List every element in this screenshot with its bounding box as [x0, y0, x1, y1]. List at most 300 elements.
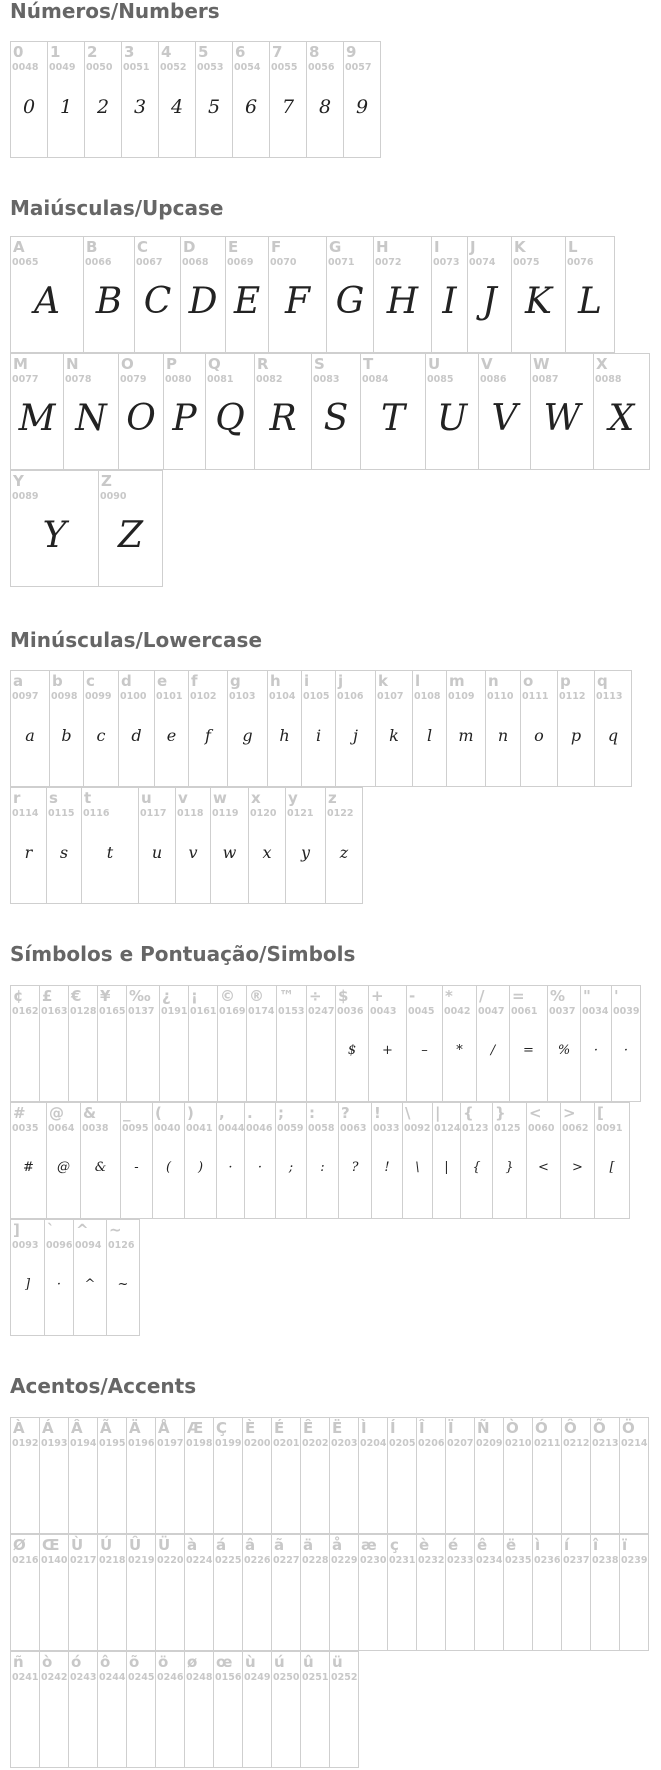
upcase-section — [10, 197, 650, 588]
glyph-sample: K — [525, 281, 552, 322]
character-label: ü — [332, 1653, 343, 1671]
character-label: Ñ — [477, 1419, 490, 1437]
character-label: Â — [71, 1419, 83, 1437]
character-code: 0244 — [99, 1672, 126, 1683]
glyph-cell — [561, 1534, 591, 1651]
glyph-cell — [10, 470, 99, 587]
glyph-cell — [269, 41, 307, 158]
character-label: Ï — [448, 1419, 454, 1437]
character-label: C — [137, 238, 149, 256]
glyph-cell — [561, 1417, 591, 1534]
character-label: ( — [155, 1104, 162, 1122]
glyph-sample: E — [233, 281, 261, 322]
character-label: A — [13, 238, 25, 256]
character-code: 0115 — [48, 808, 75, 819]
character-label: 3 — [124, 43, 135, 61]
glyph-sample: I — [442, 281, 457, 322]
character-label: E — [228, 238, 239, 256]
character-code: 0105 — [303, 691, 330, 702]
character-label: k — [378, 672, 388, 690]
character-label: - — [409, 987, 416, 1005]
glyph-sample: d — [131, 726, 142, 745]
character-code: 0137 — [128, 1006, 155, 1017]
character-code: 0066 — [85, 257, 112, 268]
glyph-cell — [375, 670, 413, 787]
character-code: 0235 — [505, 1555, 532, 1566]
glyph-cell — [425, 353, 479, 470]
character-label: U — [428, 355, 441, 373]
glyph-cell — [329, 1417, 359, 1534]
character-label: G — [329, 238, 342, 256]
glyph-cell — [152, 1102, 185, 1219]
glyph-cell — [225, 236, 269, 353]
glyph-sample: ) — [197, 1160, 204, 1175]
character-label: ó — [71, 1653, 82, 1671]
character-label: 9 — [346, 43, 357, 61]
character-label: h — [270, 672, 281, 690]
character-label: 2 — [87, 43, 98, 61]
glyph-sample: z — [339, 843, 349, 862]
character-label: Î — [419, 1419, 425, 1437]
glyph-cell — [611, 985, 641, 1102]
glyph-cell — [276, 985, 307, 1102]
character-label: | — [435, 1104, 441, 1122]
character-code: 0201 — [273, 1438, 300, 1449]
character-code: 0046 — [246, 1123, 273, 1134]
glyph-sample: Z — [117, 515, 143, 556]
character-code: 0045 — [408, 1006, 435, 1017]
character-label: p — [560, 672, 571, 690]
glyph-cell — [432, 1102, 461, 1219]
glyph-cell — [154, 670, 189, 787]
glyph-sample: } — [505, 1160, 514, 1175]
character-code: 0195 — [99, 1438, 126, 1449]
glyph-cell — [526, 1102, 561, 1219]
glyph-sample: · — [593, 1043, 599, 1058]
glyph-sample: ! — [384, 1160, 390, 1175]
character-code: 0095 — [122, 1123, 149, 1134]
character-label: ) — [187, 1104, 194, 1122]
character-code: 0229 — [331, 1555, 358, 1566]
character-code: 0081 — [207, 374, 234, 385]
glyph-cell — [106, 1219, 140, 1336]
glyph-cell — [155, 1417, 185, 1534]
character-label: ! — [374, 1104, 381, 1122]
character-code: 0120 — [250, 808, 277, 819]
character-label: © — [220, 987, 235, 1005]
character-label: ú — [274, 1653, 285, 1671]
character-code: 0212 — [563, 1438, 590, 1449]
character-code: 0039 — [613, 1006, 640, 1017]
glyph-cell — [619, 1417, 649, 1534]
character-label: @ — [49, 1104, 64, 1122]
character-code: 0241 — [12, 1672, 39, 1683]
character-code: 0061 — [511, 1006, 538, 1017]
character-label: œ — [216, 1653, 233, 1671]
glyph-sample: % — [557, 1043, 571, 1058]
glyph-sample: Q — [215, 398, 245, 439]
glyph-sample: l — [426, 726, 433, 745]
numbers-section — [10, 0, 381, 159]
character-code: 0196 — [128, 1438, 155, 1449]
glyph-sample: t — [106, 843, 114, 862]
character-code: 0069 — [227, 257, 254, 268]
character-code: 0203 — [331, 1438, 358, 1449]
glyph-cell — [509, 985, 548, 1102]
character-label: æ — [361, 1536, 377, 1554]
glyph-sample: Y — [42, 515, 67, 556]
character-code: 0211 — [534, 1438, 561, 1449]
glyph-cell — [311, 353, 361, 470]
character-code: 0231 — [389, 1555, 416, 1566]
character-label: q — [597, 672, 608, 690]
character-code: 0228 — [302, 1555, 329, 1566]
character-code: 0089 — [12, 491, 39, 502]
character-label: * — [445, 987, 453, 1005]
glyph-sample: > — [572, 1160, 583, 1175]
character-code: 0165 — [99, 1006, 126, 1017]
glyph-cell — [134, 236, 181, 353]
character-label: V — [481, 355, 493, 373]
character-label: ê — [477, 1536, 488, 1554]
glyph-cell — [159, 985, 189, 1102]
glyph-sample: R — [269, 398, 297, 439]
glyph-cell — [97, 1534, 127, 1651]
glyph-cell — [560, 1102, 595, 1219]
character-code: 0207 — [447, 1438, 474, 1449]
glyph-sample: 7 — [281, 96, 295, 118]
glyph-cell — [301, 670, 336, 787]
character-code: 0038 — [82, 1123, 109, 1134]
character-label: ; — [278, 1104, 284, 1122]
character-code: 0086 — [480, 374, 507, 385]
character-label: P — [166, 355, 177, 373]
character-code: 0052 — [160, 62, 187, 73]
character-code: 0124 — [434, 1123, 461, 1134]
character-code: 0198 — [186, 1438, 213, 1449]
glyph-cell — [565, 236, 615, 353]
glyph-cell — [118, 670, 155, 787]
glyph-sample: o — [534, 726, 544, 745]
glyph-sample: x — [262, 843, 272, 862]
glyph-sample: g — [242, 726, 253, 745]
character-code: 0073 — [433, 257, 460, 268]
glyph-sample: q — [607, 726, 619, 745]
character-label: Ú — [100, 1536, 113, 1554]
glyph-cell — [213, 1534, 243, 1651]
glyph-cell — [329, 1534, 359, 1651]
character-code: 0085 — [427, 374, 454, 385]
glyph-cell — [476, 985, 510, 1102]
glyph-sample: ~ — [117, 1277, 129, 1292]
glyph-sample: = — [523, 1043, 534, 1058]
glyph-sample: c — [96, 726, 106, 745]
character-code: 0084 — [362, 374, 389, 385]
character-label: ^ — [76, 1221, 89, 1239]
glyph-cell — [10, 236, 84, 353]
character-code: 0216 — [12, 1555, 39, 1566]
character-code: 0193 — [41, 1438, 68, 1449]
character-label: ] — [13, 1221, 20, 1239]
character-label: å — [332, 1536, 343, 1554]
character-code: 0194 — [70, 1438, 97, 1449]
glyph-sample: b — [61, 726, 72, 745]
character-label: B — [86, 238, 98, 256]
glyph-cell — [39, 1651, 69, 1768]
character-label: î — [593, 1536, 599, 1554]
character-code: 0071 — [328, 257, 355, 268]
glyph-cell — [326, 236, 374, 353]
character-code: 0250 — [273, 1672, 300, 1683]
character-label: Z — [101, 472, 112, 490]
character-label: N — [66, 355, 79, 373]
character-label: f — [191, 672, 198, 690]
glyph-cell — [188, 670, 228, 787]
glyph-sample: 5 — [207, 96, 221, 118]
glyph-cell — [81, 787, 139, 904]
lowercase-section — [10, 629, 632, 905]
character-label: û — [303, 1653, 314, 1671]
glyph-cell — [118, 353, 164, 470]
character-label: J — [470, 238, 476, 256]
glyph-cell — [285, 787, 326, 904]
character-code: 0243 — [70, 1672, 97, 1683]
glyph-cell — [485, 670, 521, 787]
character-code: 0162 — [12, 1006, 39, 1017]
character-code: 0058 — [308, 1123, 335, 1134]
character-label: < — [529, 1104, 542, 1122]
character-label: F — [271, 238, 282, 256]
character-code: 0117 — [140, 808, 167, 819]
glyph-cell — [184, 1417, 214, 1534]
character-code: 0238 — [592, 1555, 619, 1566]
character-code: 0191 — [161, 1006, 188, 1017]
character-label: O — [121, 355, 134, 373]
glyph-cell — [10, 41, 48, 158]
glyph-cell — [126, 1534, 156, 1651]
character-code: 0076 — [567, 257, 594, 268]
glyph-sample: & — [94, 1160, 107, 1175]
glyph-sample: s — [59, 843, 69, 862]
glyph-cell — [532, 1534, 562, 1651]
character-label: ô — [100, 1653, 111, 1671]
character-code: 0057 — [345, 62, 372, 73]
character-code: 0063 — [340, 1123, 367, 1134]
glyph-cell — [329, 1651, 359, 1768]
character-label: m — [449, 672, 465, 690]
character-code: 0247 — [308, 1006, 335, 1017]
glyph-cell — [530, 353, 594, 470]
glyph-cell — [242, 1417, 272, 1534]
character-label: ã — [274, 1536, 285, 1554]
character-label: > — [563, 1104, 576, 1122]
character-code: 0044 — [218, 1123, 245, 1134]
character-code: 0097 — [12, 691, 39, 702]
glyph-sample: · — [623, 1043, 629, 1058]
glyph-cell — [155, 1651, 185, 1768]
character-code: 0246 — [157, 1672, 184, 1683]
glyph-cell — [387, 1417, 417, 1534]
glyph-sample: L — [578, 281, 602, 322]
character-label: W — [533, 355, 550, 373]
glyph-cell — [98, 470, 163, 587]
character-label: o — [523, 672, 534, 690]
glyph-cell — [68, 1417, 98, 1534]
glyph-grid — [10, 985, 641, 1337]
character-code: 0049 — [49, 62, 76, 73]
character-code: 0156 — [215, 1672, 242, 1683]
character-label: í — [564, 1536, 570, 1554]
glyph-sample: p — [570, 726, 582, 745]
character-code: 0224 — [186, 1555, 213, 1566]
character-label: Ê — [303, 1419, 314, 1437]
character-label: 5 — [198, 43, 209, 61]
glyph-cell — [593, 353, 650, 470]
glyph-cell — [155, 1534, 185, 1651]
character-label: Ç — [216, 1419, 228, 1437]
character-code: 0217 — [70, 1555, 97, 1566]
character-code: 0098 — [51, 691, 78, 702]
character-code: 0192 — [12, 1438, 39, 1449]
glyph-cell — [371, 1102, 403, 1219]
character-code: 0062 — [562, 1123, 589, 1134]
character-label: j — [338, 672, 344, 690]
glyph-sample: ( — [165, 1160, 172, 1175]
character-label: ø — [187, 1653, 198, 1671]
glyph-sample: $ — [347, 1043, 357, 1058]
glyph-cell — [47, 41, 85, 158]
character-label: w — [213, 789, 227, 807]
character-code: 0096 — [46, 1240, 73, 1251]
character-label: _ — [123, 1104, 131, 1122]
glyph-cell — [10, 1417, 40, 1534]
character-label: H — [376, 238, 389, 256]
character-code: 0108 — [414, 691, 441, 702]
glyph-cell — [373, 236, 432, 353]
glyph-sample: e — [166, 726, 177, 745]
glyph-grid — [10, 670, 632, 905]
character-code: 0205 — [389, 1438, 416, 1449]
glyph-cell — [158, 41, 196, 158]
character-code: 0048 — [12, 62, 39, 73]
character-label: # — [13, 1104, 26, 1122]
character-label: t — [84, 789, 92, 807]
character-code: 0074 — [469, 257, 496, 268]
glyph-cell — [300, 1651, 330, 1768]
character-code: 0056 — [308, 62, 335, 73]
glyph-cell — [532, 1417, 562, 1534]
character-label: é — [448, 1536, 459, 1554]
glyph-cell — [97, 1417, 127, 1534]
section-title: Minúsculas/Lowercase — [10, 628, 263, 652]
glyph-cell — [10, 985, 40, 1102]
character-code: 0227 — [273, 1555, 300, 1566]
character-code: 0209 — [476, 1438, 503, 1449]
glyph-cell — [188, 985, 218, 1102]
character-code: 0053 — [197, 62, 224, 73]
character-code: 0070 — [270, 257, 297, 268]
glyph-cell — [254, 353, 312, 470]
glyph-cell — [271, 1417, 301, 1534]
character-code: 0123 — [462, 1123, 489, 1134]
glyph-grid — [10, 41, 381, 159]
glyph-sample: X — [608, 398, 635, 439]
character-code: 0210 — [505, 1438, 532, 1449]
glyph-cell — [248, 787, 286, 904]
glyph-cell — [445, 1534, 475, 1651]
glyph-cell — [338, 1102, 372, 1219]
glyph-cell — [246, 985, 277, 1102]
character-label: d — [121, 672, 132, 690]
glyph-sample: M — [18, 398, 56, 439]
character-label: e — [157, 672, 168, 690]
glyph-cell — [126, 985, 160, 1102]
character-code: 0078 — [65, 374, 92, 385]
character-label: Ô — [564, 1419, 577, 1437]
glyph-sample: A — [34, 281, 60, 322]
character-code: 0252 — [331, 1672, 358, 1683]
character-code: 0080 — [165, 374, 192, 385]
character-code: 0163 — [41, 1006, 68, 1017]
character-label: 8 — [309, 43, 320, 61]
character-code: 0218 — [99, 1555, 126, 1566]
character-code: 0101 — [156, 691, 183, 702]
character-code: 0112 — [559, 691, 586, 702]
character-label: / — [479, 987, 485, 1005]
glyph-cell — [163, 353, 206, 470]
character-label: = — [512, 987, 525, 1005]
character-label: u — [141, 789, 152, 807]
character-code: 0065 — [12, 257, 39, 268]
glyph-cell — [594, 670, 632, 787]
character-code: 0242 — [41, 1672, 68, 1683]
glyph-cell — [358, 1534, 388, 1651]
character-code: 0082 — [256, 374, 283, 385]
character-label: à — [187, 1536, 198, 1554]
glyph-sample: S — [323, 398, 349, 439]
character-code: 0033 — [373, 1123, 400, 1134]
character-code: 0125 — [494, 1123, 521, 1134]
character-label: Ã — [100, 1419, 112, 1437]
character-label: ‰ — [129, 987, 151, 1005]
character-code: 0092 — [404, 1123, 431, 1134]
character-label: : — [309, 1104, 315, 1122]
character-code: 0060 — [528, 1123, 555, 1134]
character-label: È — [245, 1419, 256, 1437]
glyph-grid — [10, 236, 650, 588]
glyph-cell — [232, 41, 270, 158]
glyph-cell — [10, 353, 64, 470]
glyph-sample: y — [300, 843, 311, 862]
glyph-sample: h — [279, 726, 290, 745]
character-label: ò — [42, 1653, 53, 1671]
character-code: 0102 — [190, 691, 217, 702]
glyph-cell — [412, 670, 447, 787]
character-code: 0230 — [360, 1555, 387, 1566]
glyph-cell — [210, 787, 249, 904]
glyph-cell — [335, 670, 376, 787]
glyph-cell — [80, 1102, 121, 1219]
glyph-cell — [343, 41, 381, 158]
glyph-sample: 1 — [59, 96, 73, 118]
glyph-cell — [416, 1417, 446, 1534]
glyph-sample: m — [458, 726, 474, 745]
character-label: + — [371, 987, 384, 1005]
character-label: 6 — [235, 43, 246, 61]
character-code: 0199 — [215, 1438, 242, 1449]
glyph-cell — [387, 1534, 417, 1651]
character-code: 0083 — [313, 374, 340, 385]
